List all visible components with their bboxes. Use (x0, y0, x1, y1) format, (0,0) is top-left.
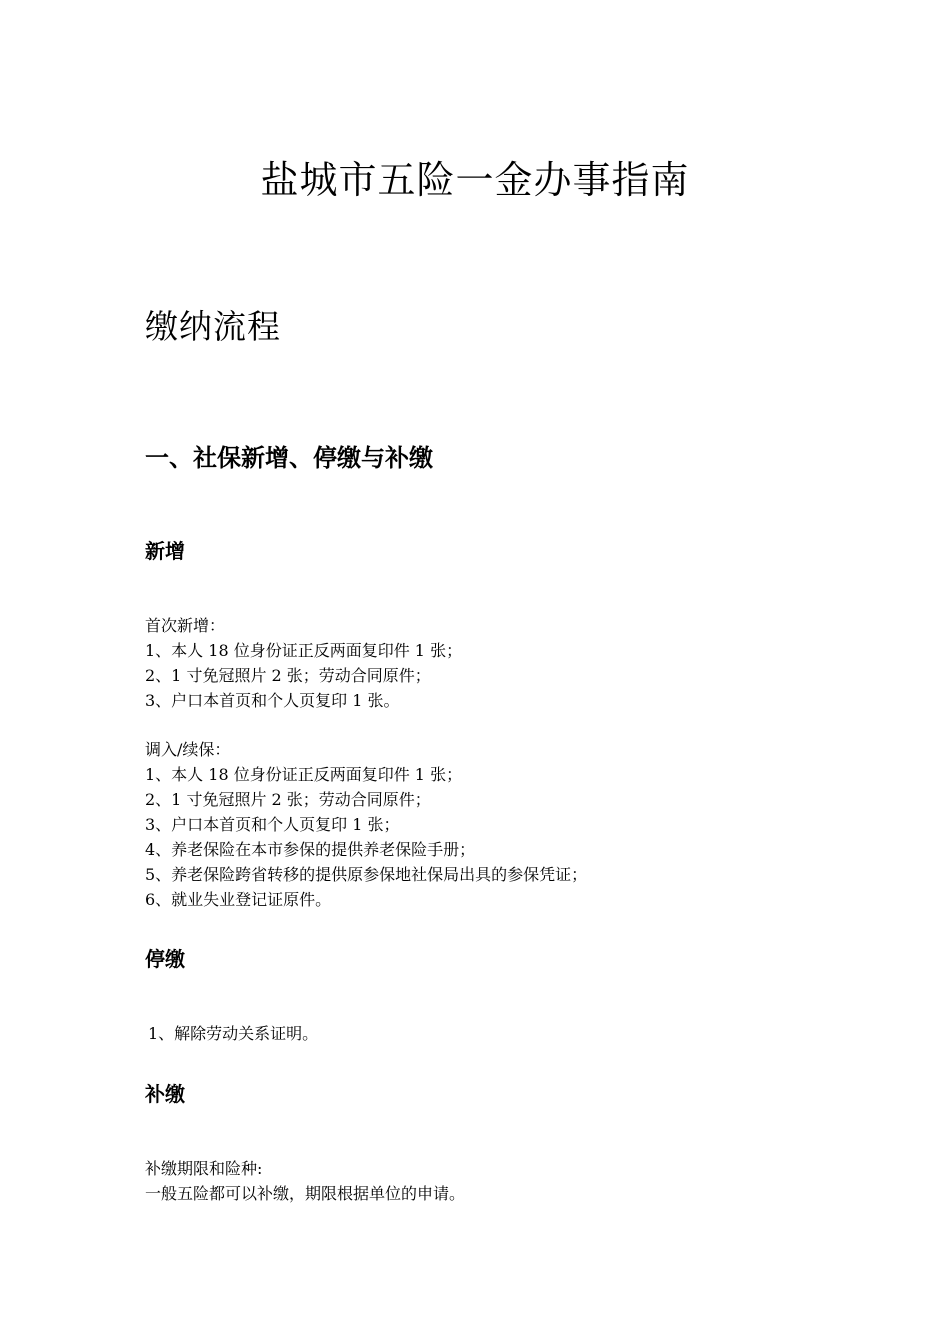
transfer-item: 4、养老保险在本市参保的提供养老保险手册； (145, 840, 476, 859)
transfer-item: 3、户口本首页和个人页复印 1 张； (145, 815, 400, 834)
supplement-block (145, 1156, 465, 1206)
transfer-item: 1、本人 18 位身份证正反两面复印件 1 张； (145, 765, 463, 784)
transfer-label: 调入/续保： (145, 740, 231, 759)
transfer-item: 2、1 寸免冠照片 2 张；劳动合同原件； (145, 790, 431, 809)
section-title: 缴纳流程 (145, 307, 281, 346)
document-title: 盐城市五险一金办事指南 (260, 158, 690, 202)
add-heading: 新增 (145, 539, 185, 563)
supplement-text: 一般五险都可以补缴，期限根据单位的申请。 (145, 1184, 466, 1203)
transfer-item: 5、养老保险跨省转移的提供原参保地社保局出具的参保凭证； (145, 865, 588, 884)
first-add-item: 1、本人 18 位身份证正反两面复印件 1 张； (145, 641, 463, 660)
first-add-item: 3、户口本首页和个人页复印 1 张。 (145, 691, 400, 710)
first-add-block (145, 613, 462, 713)
subsection-title: 一、社保新增、停缴与补缴 (145, 444, 433, 472)
transfer-item: 6、就业失业登记证原件。 (145, 890, 332, 909)
supplement-heading: 补缴 (145, 1082, 185, 1106)
transfer-block (145, 737, 587, 912)
supplement-label: 补缴期限和险种: (145, 1159, 263, 1178)
stop-block (148, 1021, 318, 1046)
stop-item: 1、解除劳动关系证明。 (148, 1024, 319, 1043)
stop-heading: 停缴 (145, 947, 185, 971)
first-add-label: 首次新增： (145, 616, 226, 635)
first-add-item: 2、1 寸免冠照片 2 张；劳动合同原件； (145, 666, 431, 685)
